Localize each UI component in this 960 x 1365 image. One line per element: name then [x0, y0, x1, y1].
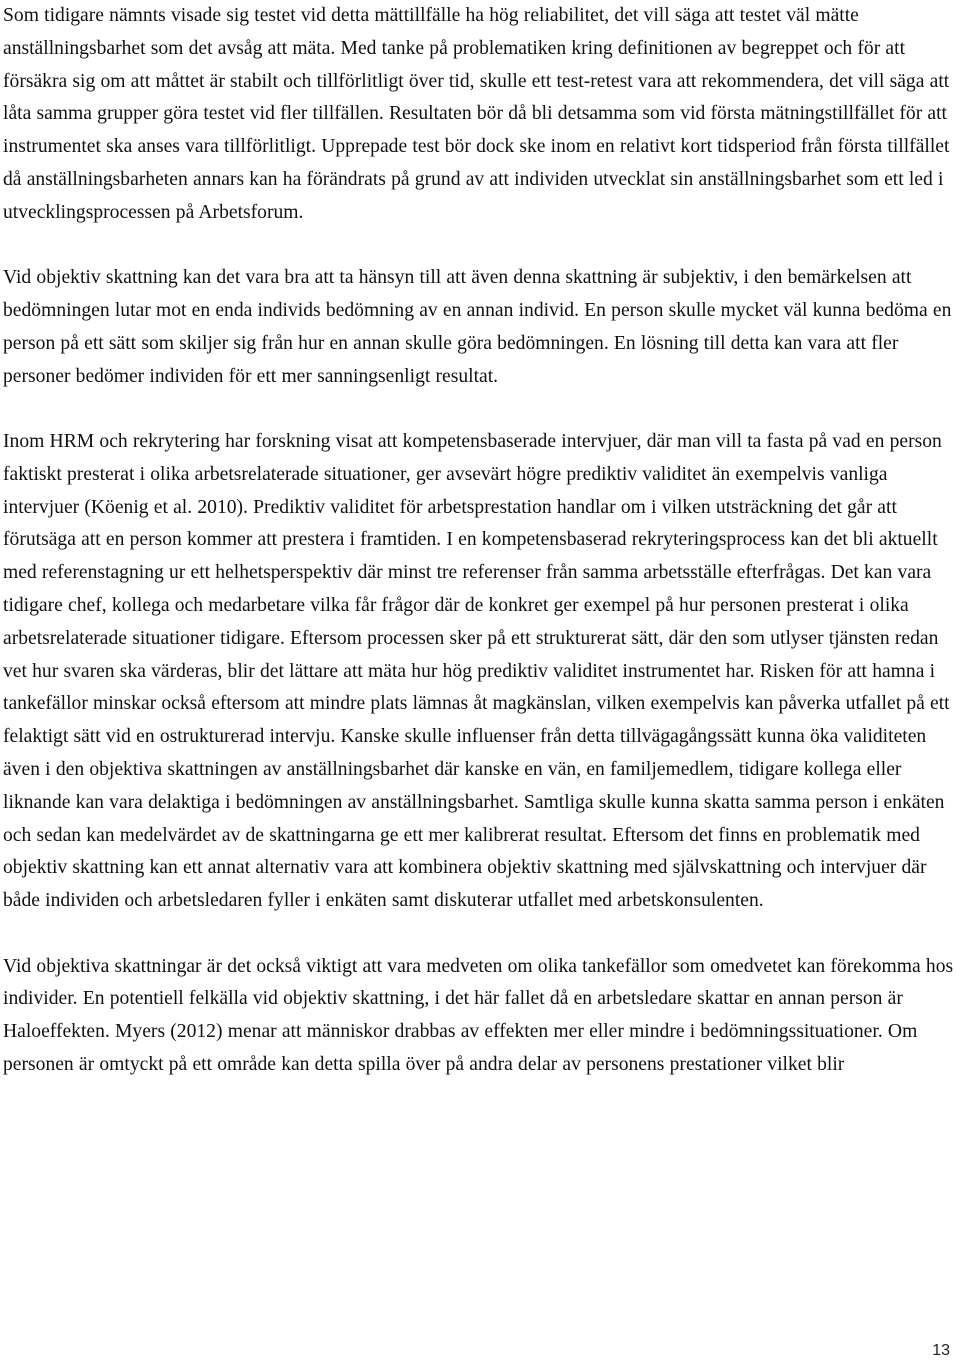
body-paragraph-reliability: Som tidigare nämnts visade sig testet vid detta mättillfälle ha hög reliabilitet, det vill säga att testet väl mätte anställningsbarhet som det avsåg att mäta. Med tanke på problematiken kring definitionen av begreppet och för att försäkra sig om att måttet är stabilt och tillförlitligt över tid, skulle ett test-retest vara att rekommendera, det vill säga att låta samma grupper göra testet vid fler tillfällen. Resultaten bör då bli detsamma som vid första mätningstillfället för att instrumentet ska anses vara tillförlitligt. Upprepade test bör dock ske inom en relativt kort tidsperiod från första tillfället då anställningsbarheten annars kan ha förändrats på grund av att individen utvecklat sin anställningsbarhet som ett led i utvecklingsprocessen på Arbetsforum. [3, 5, 950, 223]
page-number: 13 [932, 1342, 950, 1359]
body-paragraph-hrm-recruitment: Inom HRM och rekrytering har forskning visat att kompetensbaserade intervjuer, där man vill ta fasta på vad en person faktiskt presterat i olika arbetsrelaterade situationer, ger avsevärt högre prediktiv validitet än exempelvis vanliga intervjuer (Köenig et al. 2010). Prediktiv validitet för arbetsprestation handlar om i vilken utsträckning det går att förutsäga att en person kommer att prestera i framtiden. I en kompetensbaserad rekryteringsprocess kan det bli aktuellt med referenstagning ur ett helhetsperspektiv där minst tre referenser från samma arbetsställe efterfrågas. Det kan vara tidigare chef, kollega och medarbetare vilka får frågor där de konkret ger exempel på hur personen presterat i olika arbetsrelaterade situationer tidigare. Eftersom processen sker på ett strukturerat sätt, där den som utlyser tjänsten redan vet hur svaren ska värderas, blir det lättare att mäta hur hög prediktiv validitet instrumentet har. Risken för att hamna i tankefällor minskar också eftersom att mindre plats lämnas åt magkänslan, vilken exempelvis kan påverka utfallet på ett felaktigt sätt vid en ostrukturerad intervju. Kanske skulle influenser från detta tillvägagångssätt kunna öka validiteten även i den objektiva skattningen av anställningsbarhet där kanske en vän, en familjemedlem, tidigare kollega eller liknande kan vara delaktiga i bedömningen av anställningsbarhet. Samtliga skulle kunna skatta samma person i enkäten och sedan kan medelvärdet av de skattningarna ge ett mer kalibrerat resultat. Eftersom det finns en problematik med objektiv skattning kan ett annat alternativ vara att kombinera objektiv skattning med självskattning och intervjuer där både individen och arbetsledaren fyller i enkäten samt diskuterar utfallet med arbetskonsulenten. [3, 430, 950, 912]
document-page [3, 0, 955, 1082]
body-paragraph-halo-effect: Vid objektiva skattningar är det också viktigt att vara medveten om olika tankefällor som omedvetet kan förekomma hos individer. En potentiell felkälla vid objektiv skattning, i det här fallet då en arbetsledare skattar en annan person är Haloeffekten. Myers (2012) menar att människor drabbas av effekten mer eller mindre i bedömningssituationer. Om personen är omtyckt på ett område kan detta spilla över på andra delar av personens prestationer vilket blir [3, 955, 954, 1075]
body-paragraph-objective-rating: Vid objektiv skattning kan det vara bra att ta hänsyn till att även denna skattning är subjektiv, i den bemärkelsen att bedömningen lutar mot en enda individs bedömning av en annan individ. En person skulle mycket väl kunna bedöma en person på ett sätt som skiljer sig från hur en annan skulle göra bedömningen. En lösning till detta kan vara att fler personer bedömer individen för ett mer sanningsenligt resultat. [3, 267, 952, 387]
